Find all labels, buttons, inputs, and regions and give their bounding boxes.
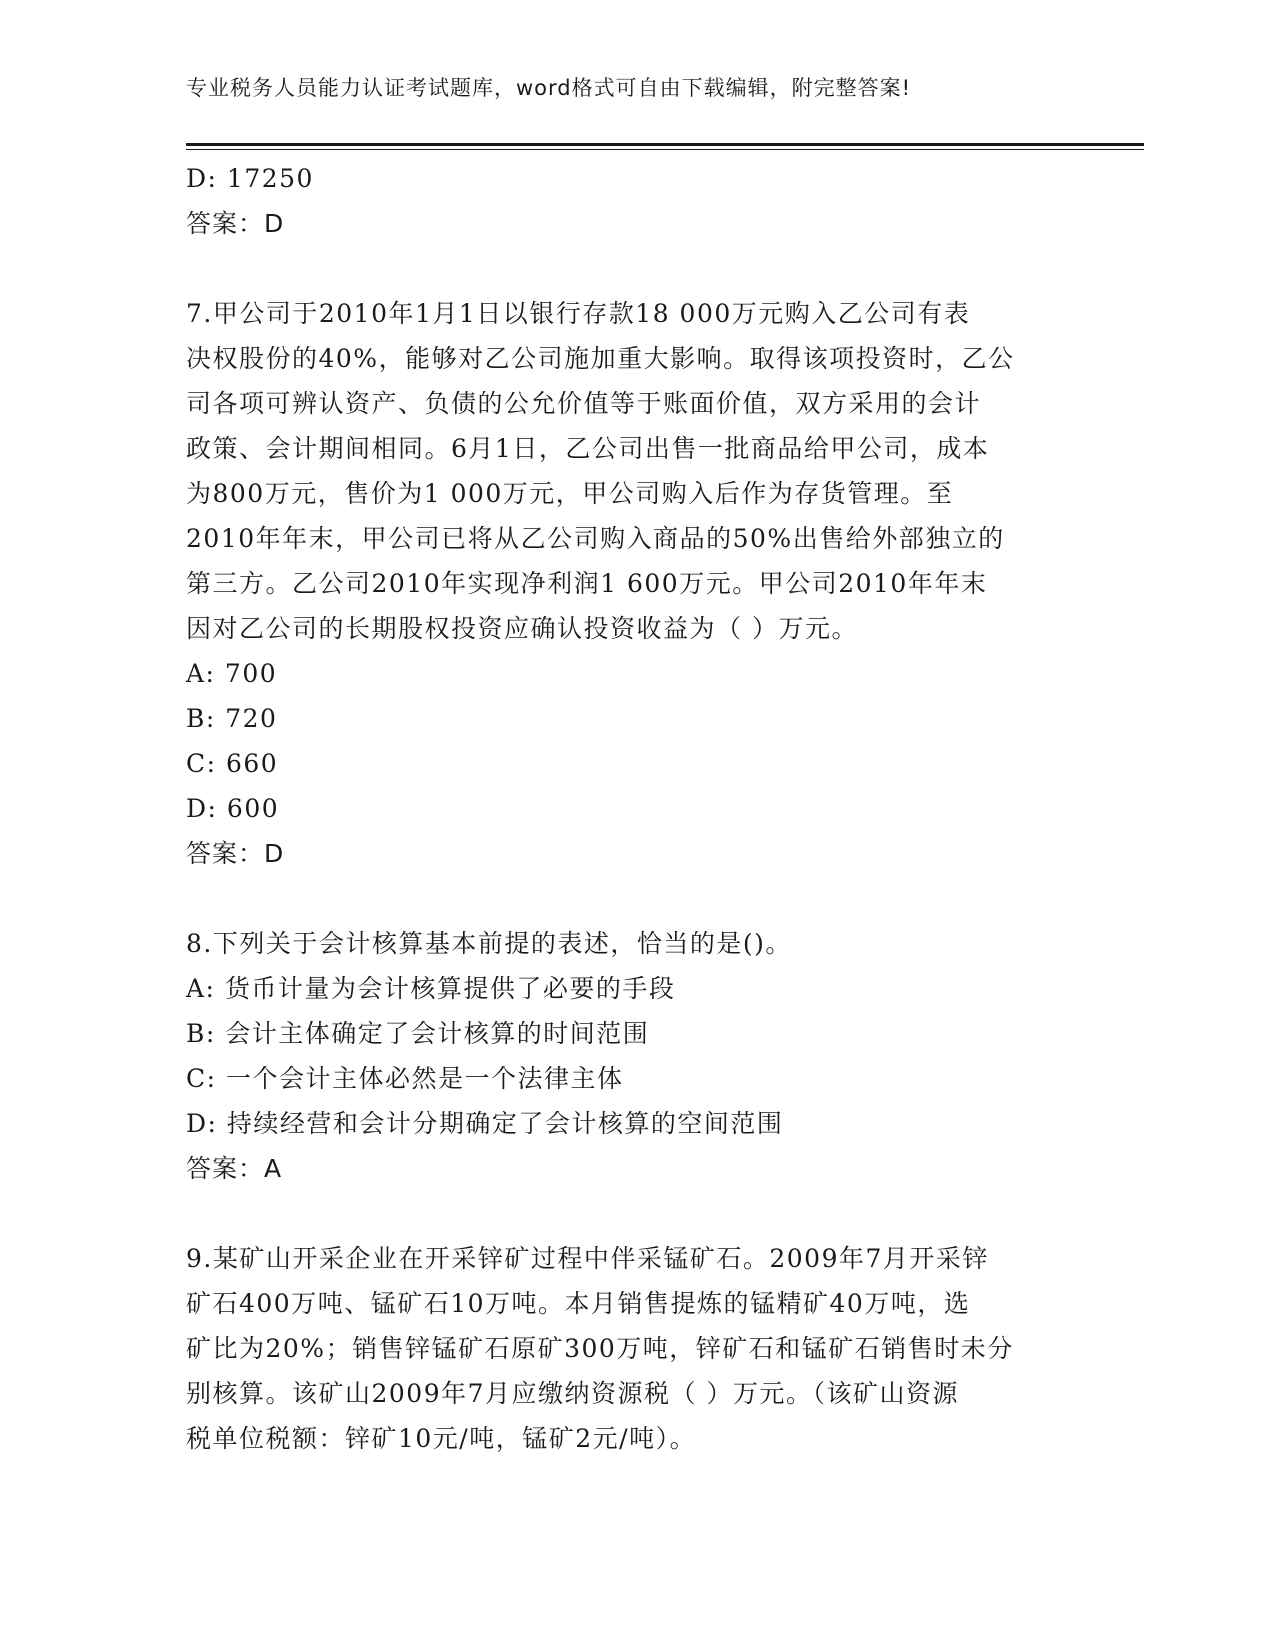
prev-answer: 答案：D [186, 209, 285, 238]
q8-option-c: C: 一个会计主体必然是一个法律主体 [186, 1064, 624, 1093]
q9-line: 税单位税额：锌矿10元/吨，锰矿2元/吨）。 [186, 1424, 697, 1453]
q7-line: 政策、会计期间相同。6月1日，乙公司出售一批商品给甲公司，成本 [186, 434, 990, 463]
q7-line: 2010年年末，甲公司已将从乙公司购入商品的50%出售给外部独立的 [186, 524, 1005, 553]
q8-option-b: B: 会计主体确定了会计核算的时间范围 [186, 1019, 650, 1048]
q7-line: 7.甲公司于2010年1月1日以银行存款18 000万元购入乙公司有表 [186, 299, 971, 328]
q9-line: 矿比为20%；销售锌锰矿石原矿300万吨，锌矿石和锰矿石销售时未分 [186, 1334, 1014, 1363]
q7-answer: 答案：D [186, 839, 285, 868]
question-9 [186, 1236, 1086, 1461]
q7-option-a: A: 700 [186, 659, 278, 688]
question-8 [186, 921, 1086, 1191]
q7-line: 第三方。乙公司2010年实现净利润1 600万元。甲公司2010年年末 [186, 569, 988, 598]
q8-stem: 8.下列关于会计核算基本前提的表述，恰当的是()。 [186, 929, 792, 958]
document-body [186, 156, 1086, 1461]
q8-answer: 答案：A [186, 1154, 283, 1183]
page-header: 专业税务人员能力认证考试题库，word格式可自由下载编辑，附完整答案! [186, 76, 912, 100]
question-7 [186, 291, 1086, 876]
q8-option-d: D: 持续经营和会计分期确定了会计核算的空间范围 [186, 1109, 784, 1138]
q7-option-d: D: 600 [186, 794, 280, 823]
q9-line: 9.某矿山开采企业在开采锌矿过程中伴采锰矿石。2009年7月开采锌 [186, 1244, 989, 1273]
q9-line: 矿石400万吨、锰矿石10万吨。本月销售提炼的锰精矿40万吨，选 [186, 1289, 971, 1318]
q7-line: 为800万元，售价为1 000万元，甲公司购入后作为存货管理。至 [186, 479, 954, 508]
q7-line: 决权股份的40%，能够对乙公司施加重大影响。取得该项投资时，乙公 [186, 344, 1015, 373]
q7-option-b: B: 720 [186, 704, 278, 733]
q7-option-c: C: 660 [186, 749, 279, 778]
header-rule-thin [186, 149, 1144, 150]
q7-line: 司各项可辨认资产、负债的公允价值等于账面价值，双方采用的会计 [186, 389, 982, 418]
header-rule-thick [186, 143, 1144, 146]
q7-line: 因对乙公司的长期股权投资应确认投资收益为（ ）万元。 [186, 614, 858, 643]
prev-option-d: D: 17250 [186, 164, 314, 193]
q8-option-a: A: 货币计量为会计核算提供了必要的手段 [186, 974, 676, 1003]
q9-line: 别核算。该矿山2009年7月应缴纳资源税（ ）万元。（该矿山资源 [186, 1379, 959, 1408]
